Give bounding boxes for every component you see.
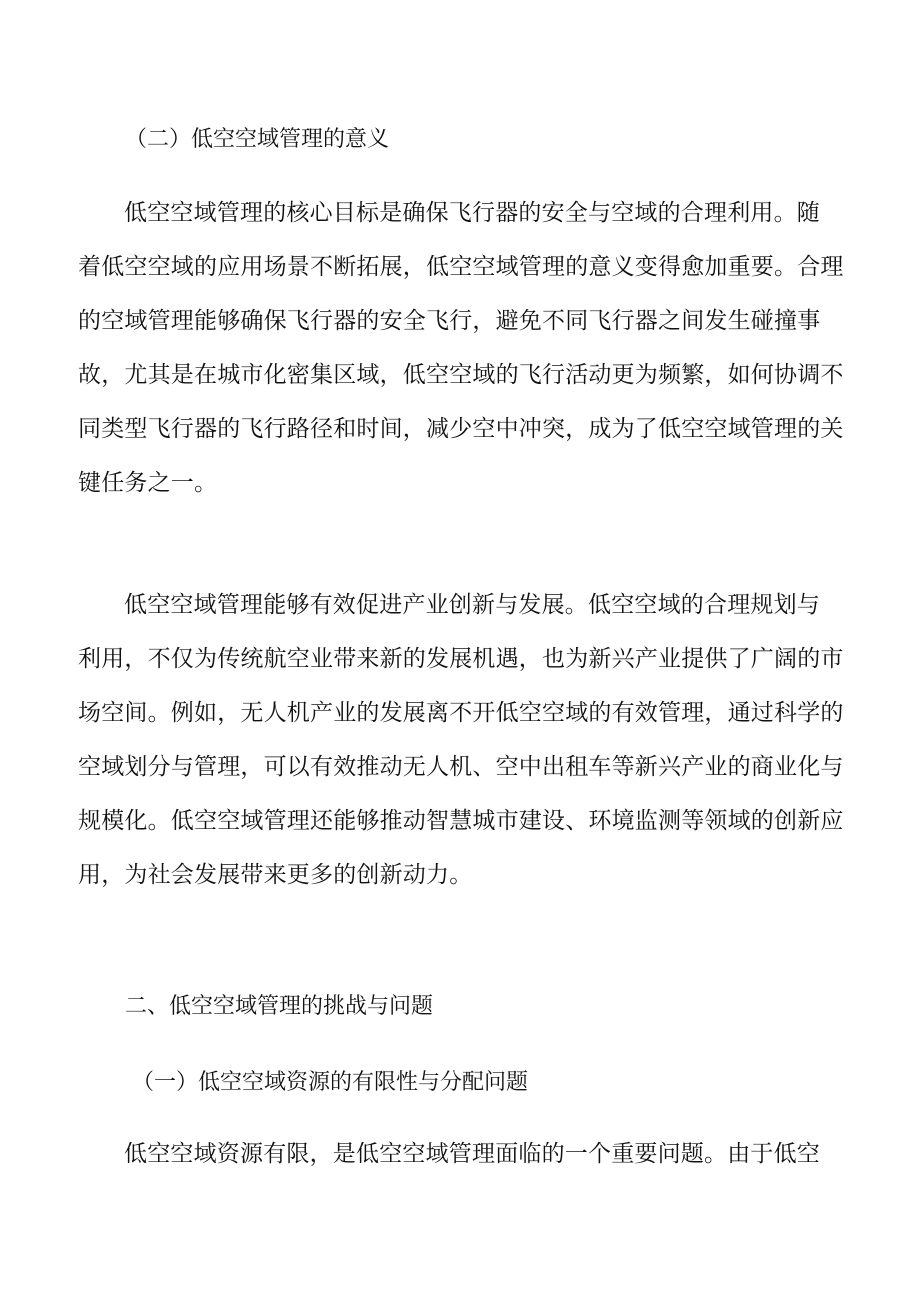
paragraph-line: 同类型飞行器的飞行路径和时间，减少空中冲突，成为了低空空域管理的关: [78, 416, 844, 442]
chapter-heading-challenges: 二、低空空域管理的挑战与问题: [125, 994, 434, 1019]
paragraph-line: 空域划分与管理，可以有效推动无人机、空中出租车等新兴产业的商业化与: [78, 754, 844, 780]
paragraph-line: 规模化。低空空域管理还能够推动智慧城市建设、环境监测等领域的创新应: [78, 808, 844, 834]
section-heading-significance: （二）低空空域管理的意义: [125, 127, 390, 152]
paragraph-line: 低空空域管理能够有效促进产业创新与发展。低空空域的合理规划与: [124, 592, 820, 618]
paragraph-line: 低空空域资源有限，是低空空域管理面临的一个重要问题。由于低空: [124, 1141, 820, 1167]
paragraph-resource-limits: [78, 1127, 844, 1181]
paragraph-line: 利用，不仅为传统航空业带来新的发展机遇，也为新兴产业提供了广阔的市: [78, 646, 844, 672]
paragraph-line: 着低空空域的应用场景不断拓展，低空空域管理的意义变得愈加重要。合理: [78, 254, 844, 280]
paragraph-line: 低空空域管理的核心目标是确保飞行器的安全与空域的合理利用。随: [124, 200, 820, 226]
paragraph-line: 的空域管理能够确保飞行器的安全飞行，避免不同飞行器之间发生碰撞事: [78, 308, 821, 334]
paragraph-line: 故，尤其是在城市化密集区域，低空空域的飞行活动更为频繁，如何协调不: [78, 362, 844, 388]
paragraph-line: 键任务之一。: [78, 470, 218, 496]
section-heading-resource-allocation: （一）低空空域资源的有限性与分配问题: [132, 1070, 529, 1095]
paragraph-line: 用，为社会发展带来更多的创新动力。: [78, 862, 473, 888]
paragraph-core-goal: [78, 186, 844, 510]
paragraph-line: 场空间。例如，无人机产业的发展离不开低空空域的有效管理，通过科学的: [78, 700, 844, 726]
paragraph-industry-innovation: [78, 578, 844, 902]
